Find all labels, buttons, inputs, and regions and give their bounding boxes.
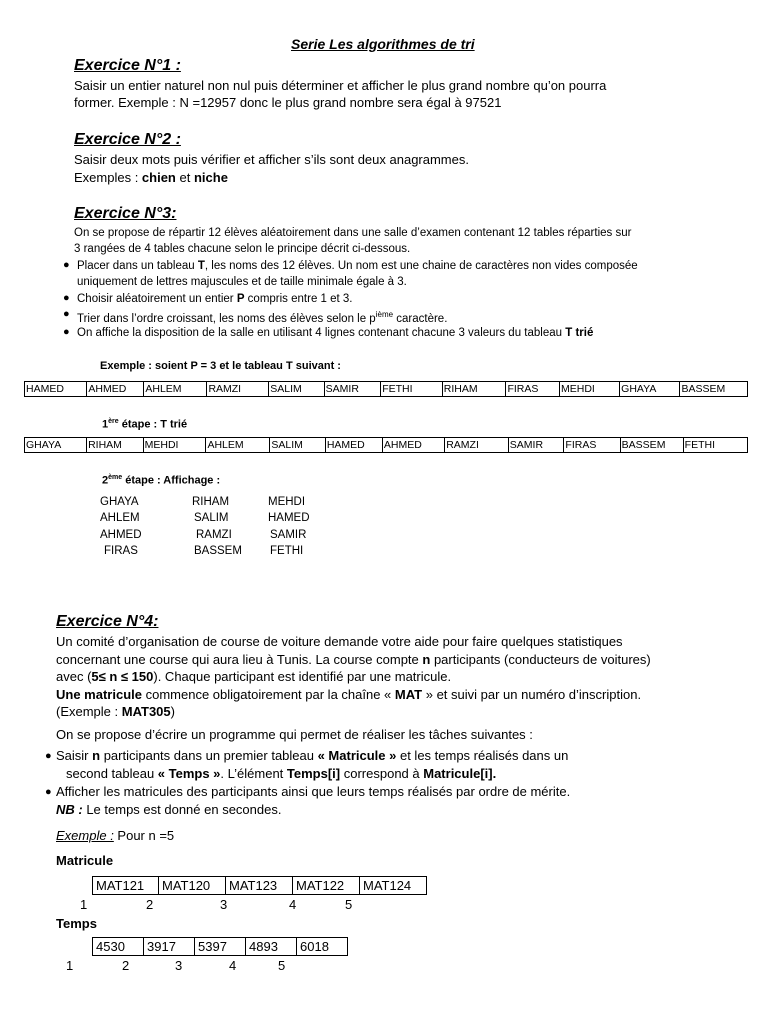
name-cell: AHLEM xyxy=(206,438,270,453)
text: Choisir aléatoirement un entier xyxy=(77,293,237,305)
matricule-cell: MAT120 xyxy=(159,877,226,895)
name-cell: RIHAM xyxy=(87,438,144,453)
exercise-4-bullet-2: Afficher les matricules des participants ainsi que leurs temps réalisés par ordre de mérite. xyxy=(56,784,571,799)
bullet-icon: ● xyxy=(45,750,52,762)
name-cell: SAMIR xyxy=(324,382,381,397)
exercise-1-line-1: Saisir un entier naturel non nul puis déterminer et afficher le plus grand nombre qu’on pourra xyxy=(74,78,607,93)
seat-name: AHLEM xyxy=(100,512,140,524)
examples-prefix: Exemples : xyxy=(74,170,142,185)
text-bold: Une matricule xyxy=(56,687,142,702)
text-bold: « Temps » xyxy=(157,766,221,781)
text: (Exemple : xyxy=(56,704,122,719)
temps-label: Temps xyxy=(56,916,97,931)
seat-name: HAMED xyxy=(268,512,310,524)
index-label: 5 xyxy=(345,897,353,912)
name-cell: MEHDI xyxy=(560,382,620,397)
index-label: 4 xyxy=(229,958,237,973)
text: correspond à xyxy=(340,766,424,781)
text: compris entre 1 et 3. xyxy=(244,293,353,305)
exercise-3-bullet-1 xyxy=(77,258,638,274)
seat-name: FIRAS xyxy=(104,545,138,557)
matricule-cell: MAT121 xyxy=(93,877,159,895)
seat-name: SALIM xyxy=(194,512,229,524)
exercise-4-p6: On se propose d’écrire un programme qui permet de réaliser les tâches suivantes : xyxy=(56,727,533,742)
seat-name: FETHI xyxy=(270,545,304,557)
matricule-label: Matricule xyxy=(56,853,114,868)
exercise-4-bullet-1-cont xyxy=(66,765,496,783)
exercise-4-p1: Un comité d’organisation de course de voiture demande votre aide pour faire quelques statistiques xyxy=(56,634,623,649)
exercise-3-heading: Exercice N°3: xyxy=(74,205,177,222)
text: On affiche la disposition de la salle en utilisant 4 lignes contenant chacune 3 valeurs du tableau xyxy=(77,327,566,339)
name-cell: GHAYA xyxy=(620,382,680,397)
sorted-names-table xyxy=(24,437,748,453)
word-niche: niche xyxy=(193,170,228,185)
note-label: NB : xyxy=(56,802,83,817)
bullet-icon: ● xyxy=(63,326,70,338)
seat-name: GHAYA xyxy=(100,496,139,508)
name-cell: FETHI xyxy=(381,382,443,397)
text-bold: n xyxy=(92,748,101,763)
exercise-3-example-label: Exemple : soient P = 3 et le tableau T suivant : xyxy=(100,360,341,372)
index-label: 4 xyxy=(289,897,297,912)
text: participants dans un premier tableau xyxy=(100,748,318,763)
seat-name: RAMZI xyxy=(196,529,232,541)
name-cell: MEHDI xyxy=(143,438,206,453)
index-label: 1 xyxy=(80,897,88,912)
temps-cell: 4893 xyxy=(246,938,297,956)
text-bold: « Matricule » xyxy=(317,748,397,763)
text-bold: Matricule[i]. xyxy=(423,766,497,781)
exercise-4-bullet-1 xyxy=(56,747,568,765)
name-cell: RAMZI xyxy=(207,382,269,397)
word-separator: et xyxy=(175,170,194,185)
temps-cell: 6018 xyxy=(297,938,348,956)
exercise-4-p3 xyxy=(56,668,451,686)
exercise-3-intro-1: On se propose de répartir 12 élèves aléatoirement dans une salle d’examen contenant 12 tables réparties sur xyxy=(74,227,632,239)
exercise-3-intro-2: 3 rangées de 4 tables chacune selon le principe décrit ci-dessous. xyxy=(74,243,411,255)
text: 1 xyxy=(102,418,109,431)
name-cell: BASSEM xyxy=(680,382,748,397)
exercise-4-p4 xyxy=(56,686,641,704)
text: 2 xyxy=(102,474,109,487)
bullet-icon: ● xyxy=(63,308,70,320)
exercise-4-example xyxy=(56,827,174,845)
exercise-4-heading: Exercice N°4: xyxy=(56,613,159,630)
text: Placer dans un tableau xyxy=(77,260,198,272)
text: et les temps réalisés dans un xyxy=(396,748,569,763)
exercise-2-line-2 xyxy=(74,169,228,187)
exercise-1-line-2: former. Exemple : N =12957 donc le plus grand nombre sera égal à 97521 xyxy=(74,95,502,110)
text-bold: MAT xyxy=(394,687,423,702)
example-label: Exemple : xyxy=(56,828,114,843)
exercise-3-bullet-2 xyxy=(77,291,353,307)
temps-cell: 4530 xyxy=(93,938,144,956)
word-chien: chien xyxy=(141,170,176,185)
text: étape : Affichage : xyxy=(122,474,221,487)
index-label: 2 xyxy=(146,897,154,912)
exercise-4-note xyxy=(56,801,281,819)
matricule-cell: MAT122 xyxy=(293,877,360,895)
superscript: ième xyxy=(375,310,394,319)
text: Pour n =5 xyxy=(113,828,175,843)
name-cell: RAMZI xyxy=(445,438,509,453)
superscript: ème xyxy=(108,474,123,481)
matricule-cell: MAT123 xyxy=(226,877,293,895)
name-cell: FIRAS xyxy=(506,382,560,397)
bullet-icon: ● xyxy=(63,259,70,271)
superscript: ère xyxy=(108,418,119,425)
text: second tableau xyxy=(66,766,158,781)
name-cell: SAMIR xyxy=(508,438,564,453)
step-2-label xyxy=(102,471,220,488)
exercise-3-bullet-4 xyxy=(77,325,593,341)
step-1-label xyxy=(102,415,187,432)
text: étape : T trié xyxy=(118,418,188,431)
name-cell: HAMED xyxy=(325,438,382,453)
exercise-1-heading: Exercice N°1 : xyxy=(74,57,181,74)
name-cell: AHMED xyxy=(87,382,144,397)
text-bold: P xyxy=(236,293,245,305)
seat-name: MEHDI xyxy=(268,496,306,508)
text-bold: Temps[i] xyxy=(286,766,341,781)
name-cell: HAMED xyxy=(25,382,87,397)
seat-name: RIHAM xyxy=(192,496,230,508)
text: Trier dans l’ordre croissant, les noms des élèves selon le p xyxy=(77,312,376,325)
name-cell: RIHAM xyxy=(442,382,506,397)
page-title: Serie Les algorithmes de tri xyxy=(291,36,475,52)
exercise-2-line-1: Saisir deux mots puis vérifier et afficher s’ils sont deux anagrammes. xyxy=(74,152,469,167)
text: ). Chaque participant est identifié par une matricule. xyxy=(153,669,452,684)
name-cell: FETHI xyxy=(683,438,747,453)
name-cell: SALIM xyxy=(269,382,324,397)
initial-names-table xyxy=(24,381,748,397)
index-label: 2 xyxy=(122,958,130,973)
name-cell: AHMED xyxy=(382,438,444,453)
text: concernant une course qui aura lieu à Tunis. La course compte xyxy=(56,652,423,667)
bullet-icon: ● xyxy=(63,292,70,304)
text: commence obligatoirement par la chaîne « xyxy=(141,687,395,702)
exercise-3-bullet-3 xyxy=(77,307,447,327)
index-label: 3 xyxy=(220,897,228,912)
text-bold: T xyxy=(197,260,205,272)
matricule-table xyxy=(92,876,427,895)
seat-name: BASSEM xyxy=(194,545,242,557)
text-bold: MAT305 xyxy=(121,704,171,719)
text: . L’élément xyxy=(220,766,287,781)
name-cell: AHLEM xyxy=(144,382,207,397)
seat-name: AHMED xyxy=(100,529,142,541)
exercise-4-p5 xyxy=(56,703,175,721)
temps-cell: 3917 xyxy=(144,938,195,956)
exercise-3-bullet-1-cont: uniquement de lettres majuscules et de taille minimale égale à 3. xyxy=(77,276,407,288)
text: caractère. xyxy=(393,312,448,325)
text-bold: n xyxy=(422,652,431,667)
text: Le temps est donné en secondes. xyxy=(82,802,282,817)
temps-table xyxy=(92,937,348,956)
text: participants (conducteurs de voitures) xyxy=(430,652,651,667)
text: , les noms des 12 élèves. Un nom est une chaine de caractères non vides composée xyxy=(204,260,638,272)
text: avec ( xyxy=(56,669,92,684)
matricule-cell: MAT124 xyxy=(360,877,427,895)
index-label: 3 xyxy=(175,958,183,973)
name-cell: FIRAS xyxy=(564,438,620,453)
text: » et suivi par un numéro d’inscription. xyxy=(422,687,642,702)
index-label: 5 xyxy=(278,958,286,973)
text-bold: 5≤ n ≤ 150 xyxy=(91,669,154,684)
exercise-2-heading: Exercice N°2 : xyxy=(74,131,181,148)
name-cell: BASSEM xyxy=(620,438,683,453)
text: ) xyxy=(170,704,175,719)
bullet-icon: ● xyxy=(45,786,52,798)
name-cell: SALIM xyxy=(270,438,325,453)
text: Saisir xyxy=(56,748,93,763)
exercise-4-p2 xyxy=(56,651,651,669)
index-label: 1 xyxy=(66,958,74,973)
name-cell: GHAYA xyxy=(25,438,87,453)
temps-cell: 5397 xyxy=(195,938,246,956)
text-bold: T trié xyxy=(565,327,594,339)
seat-name: SAMIR xyxy=(270,529,307,541)
